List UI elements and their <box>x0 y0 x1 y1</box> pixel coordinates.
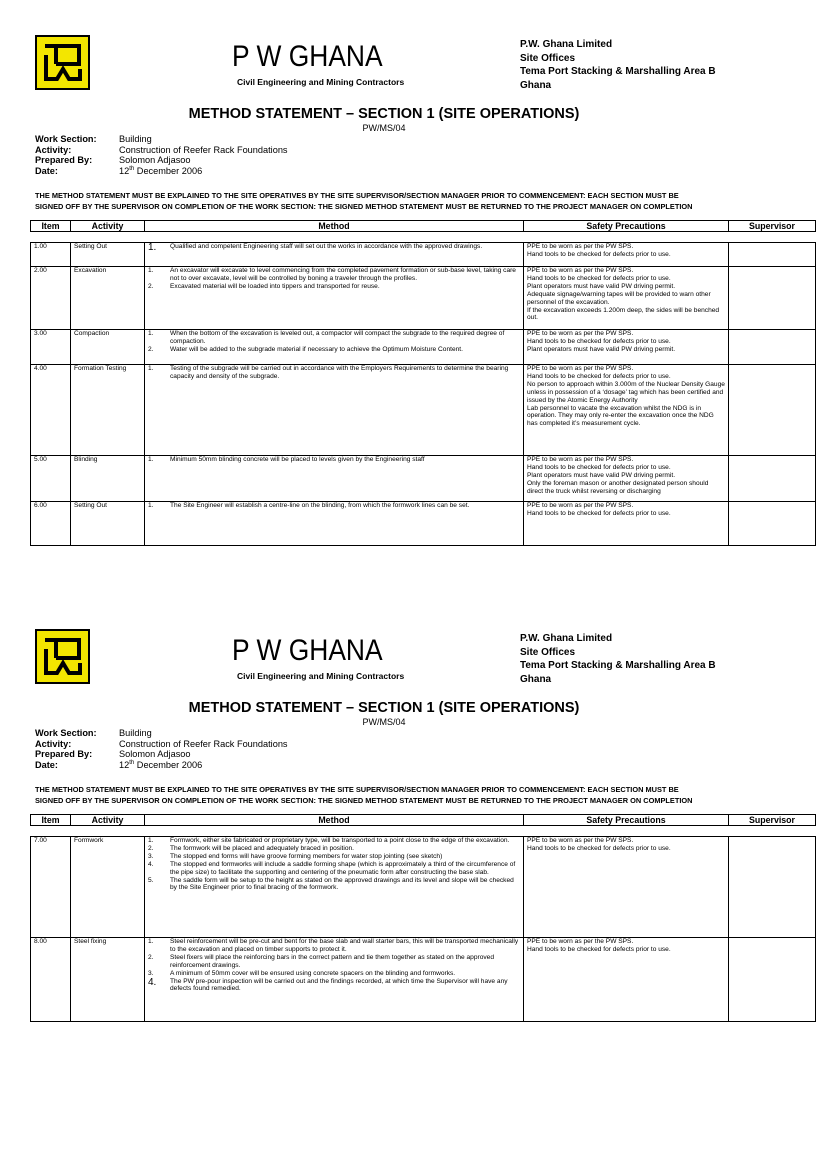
warning-notice <box>35 191 735 212</box>
supervisor-cell[interactable] <box>729 456 816 502</box>
work-section-value: Building <box>119 134 152 144</box>
table-row <box>31 365 816 456</box>
column-header-method: Method <box>145 815 524 826</box>
safety-precautions: PPE to be worn as per the PW SPS. Hand tools to be checked for defects prior to use. <box>524 837 729 938</box>
activity-name: Setting Out <box>71 502 145 546</box>
company-address <box>520 632 716 686</box>
supervisor-cell[interactable] <box>729 938 816 1022</box>
work-section-value: Building <box>119 728 152 738</box>
method-steps <box>145 365 524 456</box>
activity-value: Construction of Reefer Rack Foundations <box>119 738 288 749</box>
safety-precautions: PPE to be worn as per the PW SPS. Hand tools to be checked for defects prior to use. <box>524 938 729 1022</box>
method-table <box>30 242 816 546</box>
item-number: 7.00 <box>31 837 71 938</box>
method-steps <box>145 330 524 365</box>
supervisor-cell[interactable] <box>729 502 816 546</box>
method-steps <box>145 837 524 938</box>
date-value <box>119 166 202 177</box>
method-step: 2. Steel fixers will place the reinforcing bars in the correct pattern and tie them together as stated on the approved reinforcement drawings. <box>148 953 495 969</box>
column-header-safety: Safety Precautions <box>524 815 729 826</box>
document-title: METHOD STATEMENT – SECTION 1 (SITE OPERATIONS) <box>188 700 580 716</box>
safety-precautions: PPE to be worn as per the PW SPS. Hand tools to be checked for defects prior to use. Plant operators must have valid PW driving permit. Adequate signage/warning tapes will be provided to warn other personnel of the excavation. If the excavation exceeds 1.200m deep, the sides will be benched out. <box>524 267 729 330</box>
safety-precautions: PPE to be worn as per the PW SPS. Hand tools to be checked for defects prior to use. Plant operators must have valid PW driving permit. <box>524 330 729 365</box>
method-step: 1. Qualified and competent Engineering staff will set out the works in accordance with the approved drawings. <box>148 242 483 253</box>
activity-value: Construction of Reefer Rack Foundations <box>119 144 288 155</box>
address-line: Site Offices <box>520 52 576 64</box>
company-name: P W GHANA <box>232 634 383 667</box>
method-step: 1. Minimum 50mm blinding concrete will be placed to levels given by the Engineering staff <box>148 456 425 463</box>
method-step: 1. Testing of the subgrade will be carried out in accordance with the Employers Requirements to determine the bearing capacity and density of the subgrade. <box>148 365 509 380</box>
method-steps <box>145 502 524 546</box>
document-meta <box>35 728 288 770</box>
work-section-label: Work Section: <box>35 728 97 738</box>
prepared-by-value: Solomon Adjasoo <box>119 155 191 165</box>
method-step: 4. The PW pre-pour inspection will be carried out and the findings recorded, at which time the Supervisor will have any defects found remedied. <box>148 976 508 993</box>
activity-label: Activity: <box>35 738 72 749</box>
address-line: Tema Port Stacking & Marshalling Area B <box>520 66 716 77</box>
supervisor-cell[interactable] <box>729 330 816 365</box>
item-number: 1.00 <box>31 243 71 267</box>
prepared-by-label: Prepared By: <box>35 155 93 165</box>
supervisor-cell[interactable] <box>729 243 816 267</box>
column-header-supervisor: Supervisor <box>729 815 816 826</box>
activity-name: Steel fixing <box>71 938 145 1022</box>
document-title: METHOD STATEMENT – SECTION 1 (SITE OPERATIONS) <box>188 106 580 122</box>
document-reference: PW/MS/04 <box>362 717 406 727</box>
activity-name: Setting Out <box>71 243 145 267</box>
document-reference: PW/MS/04 <box>362 123 406 133</box>
work-section-label: Work Section: <box>35 134 97 144</box>
method-steps <box>145 456 524 502</box>
warning-notice <box>35 785 735 806</box>
table-row <box>31 502 816 546</box>
method-step: 1. When the bottom of the excavation is leveled out, a compactor will compact the subgrade to the required degree of compaction. <box>148 330 505 345</box>
address-line: Ghana <box>520 673 552 685</box>
date-rest: December 2006 <box>134 759 203 770</box>
item-number: 6.00 <box>31 502 71 546</box>
document-page-1 <box>0 0 795 560</box>
activity-name: Blinding <box>71 456 145 502</box>
date-suffix: th <box>129 759 135 766</box>
column-header-table <box>30 220 816 232</box>
warning-line: SIGNED OFF BY THE SUPERVISOR ON COMPLETION OF THE WORK SECTION: THE SIGNED METHOD STATEMENT MUST BE RETURNED TO THE PROJECT MANAGER ON COMPLETION <box>35 795 693 805</box>
method-step: 1. An excavator will excavate to level commencing from the completed pavement formation or sub-base level, taking care not to over excavate, level will be controlled by boning a traveler through the profiles. <box>148 267 516 282</box>
company-name: P W GHANA <box>232 40 383 73</box>
date-value <box>119 760 202 771</box>
activity-name: Compaction <box>71 330 145 365</box>
address-line: Ghana <box>520 79 552 91</box>
method-step: 4. The stopped end formworks will include a saddle forming shape (which is approximately a third of the circumference of the pipe size) to facilitate the supporting and centering of the pneumatic form after constructing the base slab. <box>148 860 516 876</box>
table-row <box>31 837 816 938</box>
method-step: 3. The stopped end forms will have groove forming members for water stop jointing (see sketch) <box>148 852 443 860</box>
column-header-activity: Activity <box>71 221 145 232</box>
pw-ghana-logo-icon <box>35 629 90 684</box>
date-day: 12 <box>119 759 130 770</box>
method-steps <box>145 938 524 1022</box>
date-suffix: th <box>129 165 135 172</box>
activity-label: Activity: <box>35 144 72 155</box>
company-tagline: Civil Engineering and Mining Contractors <box>237 671 405 681</box>
supervisor-cell[interactable] <box>729 837 816 938</box>
method-table <box>30 836 816 1022</box>
activity-name: Formation Testing <box>71 365 145 456</box>
document-meta <box>35 134 288 176</box>
warning-line: THE METHOD STATEMENT MUST BE EXPLAINED TO THE SITE OPERATIVES BY THE SITE SUPERVISOR/SECTION MANAGER PRIOR TO COMMENCEMENT: EACH SECTION MUST BE <box>35 191 679 200</box>
safety-precautions: PPE to be worn as per the PW SPS. Hand tools to be checked for defects prior to use. <box>524 502 729 546</box>
column-header-table <box>30 814 816 826</box>
item-number: 4.00 <box>31 365 71 456</box>
address-line: P.W. Ghana Limited <box>520 39 613 50</box>
method-step: 1. Steel reinforcement will be pre-cut and bent for the base slab and wall starter bars, this will be transported mechanically to the excavation and placed on timber supports to protect it. <box>148 938 519 953</box>
item-number: 5.00 <box>31 456 71 502</box>
date-day: 12 <box>119 165 130 176</box>
address-line: Tema Port Stacking & Marshalling Area B <box>520 660 716 671</box>
address-line: P.W. Ghana Limited <box>520 633 613 644</box>
date-rest: December 2006 <box>134 165 203 176</box>
activity-name: Excavation <box>71 267 145 330</box>
item-number: 8.00 <box>31 938 71 1022</box>
method-step: 5. The saddle form will be setup to the height as stated on the approved drawings and its level and slope will be checked by the Site Engineer prior to final bracing of the formwork. <box>148 876 514 892</box>
method-step: 3. A minimum of 50mm cover will be ensured using concrete spacers on the blinding and formworks. <box>148 969 456 977</box>
address-line: Site Offices <box>520 646 576 658</box>
method-step: 2. The formwork will be placed and adequately braced in position. <box>148 844 354 852</box>
prepared-by-value: Solomon Adjasoo <box>119 749 191 759</box>
column-header-activity: Activity <box>71 815 145 826</box>
prepared-by-label: Prepared By: <box>35 749 93 759</box>
company-tagline: Civil Engineering and Mining Contractors <box>237 77 405 87</box>
method-step: 2. Excavated material will be loaded into tippers and transported for reuse. <box>148 282 380 290</box>
warning-line: SIGNED OFF BY THE SUPERVISOR ON COMPLETION OF THE WORK SECTION: THE SIGNED METHOD STATEMENT MUST BE RETURNED TO THE PROJECT MANAGER ON COMPLETION <box>35 201 693 211</box>
date-label: Date: <box>35 759 58 770</box>
pw-ghana-logo-icon <box>35 35 90 90</box>
column-header-item: Item <box>31 221 71 232</box>
item-number: 3.00 <box>31 330 71 365</box>
column-header-item: Item <box>31 815 71 826</box>
safety-precautions: PPE to be worn as per the PW SPS. Hand tools to be checked for defects prior to use. No person to approach within 3.000m of the Nuclear Density Gauge unless in possession of a ‘dosage’ tag which has been certified and issued by the Atomic Energy Authority Lab personnel to vacate the excavation whilst the NDG is in operation. They may only re-enter the excavation once the NDG has completed it’s measurement cycle. <box>524 365 729 456</box>
activity-name: Formwork <box>71 837 145 938</box>
method-steps <box>145 243 524 267</box>
method-step: 1. Formwork, either site fabricated or proprietary type, will be transported to a point close to the edge of the excavation. <box>148 837 510 844</box>
company-address <box>520 38 716 92</box>
column-header-safety: Safety Precautions <box>524 221 729 232</box>
safety-precautions: PPE to be worn as per the PW SPS. Hand tools to be checked for defects prior to use. <box>524 243 729 267</box>
supervisor-cell[interactable] <box>729 267 816 330</box>
document-page-2 <box>0 594 795 1154</box>
supervisor-cell[interactable] <box>729 365 816 456</box>
warning-line: THE METHOD STATEMENT MUST BE EXPLAINED TO THE SITE OPERATIVES BY THE SITE SUPERVISOR/SECTION MANAGER PRIOR TO COMMENCEMENT: EACH SECTION MUST BE <box>35 785 679 794</box>
table-row <box>31 267 816 330</box>
table-row <box>31 938 816 1022</box>
table-row <box>31 330 816 365</box>
column-header-method: Method <box>145 221 524 232</box>
method-step: 2. Water will be added to the subgrade material if necessary to achieve the Optimum Moisture Content. <box>148 345 463 353</box>
table-row <box>31 456 816 502</box>
date-label: Date: <box>35 165 58 176</box>
item-number: 2.00 <box>31 267 71 330</box>
method-step: 1. The Site Engineer will establish a centre-line on the blinding, from which the formwork lines can be set. <box>148 502 470 509</box>
table-row <box>31 243 816 267</box>
safety-precautions: PPE to be worn as per the PW SPS. Hand tools to be checked for defects prior to use. Plant operators must have valid PW driving permit. Only the foreman mason or another designated person should direct the truck whilst reversing or discharging <box>524 456 729 502</box>
column-header-supervisor: Supervisor <box>729 221 816 232</box>
method-steps <box>145 267 524 330</box>
